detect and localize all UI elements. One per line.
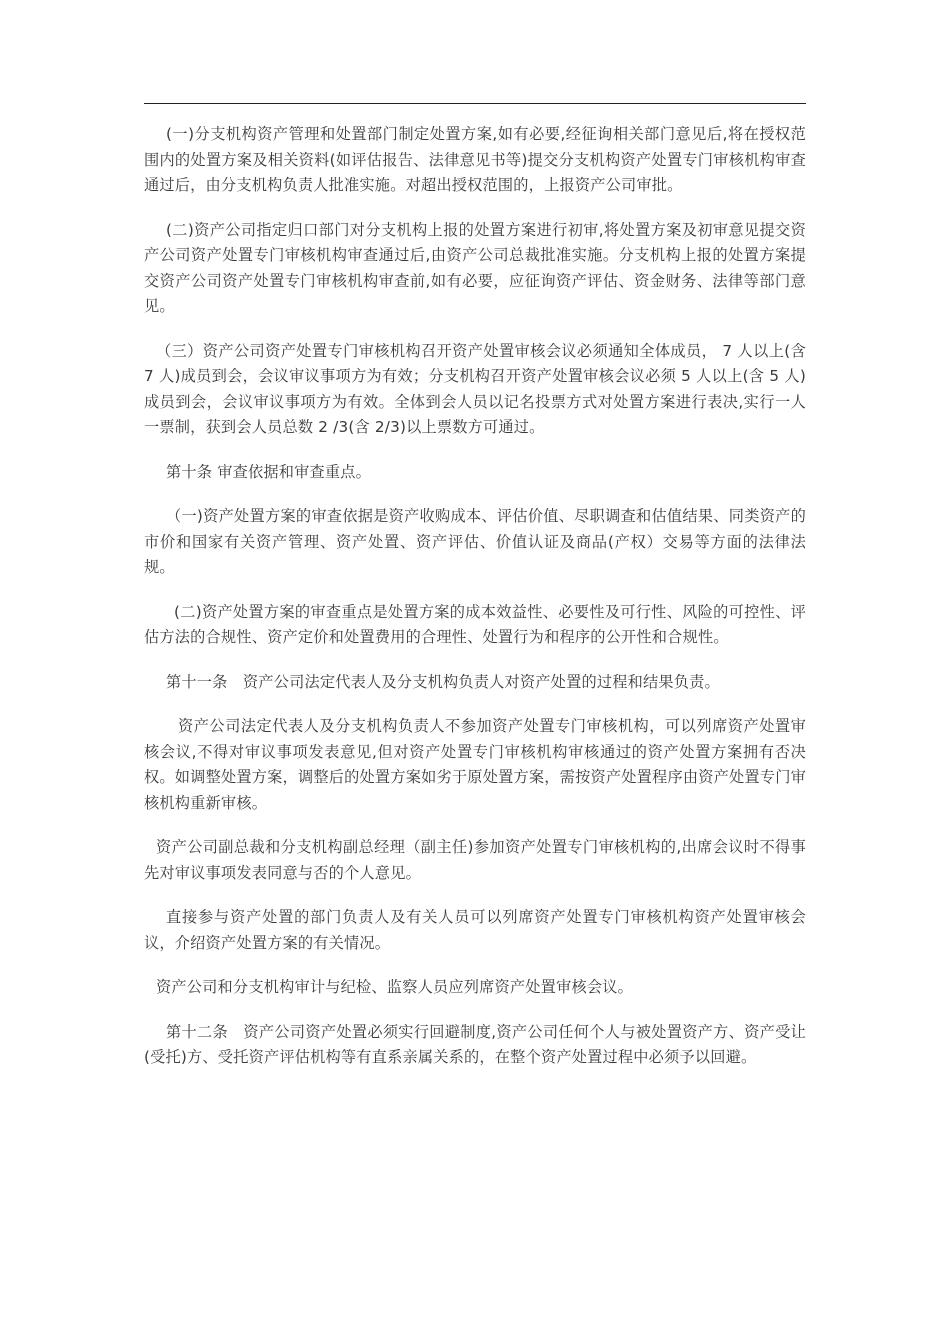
paragraph-3: （三）资产公司资产处置专门审核机构召开资产处置审核会议必须通知全体成员， 7 人以上(含 7 人)成员到会，会议审议事项方为有效；分支机构召开资产处置审核会议必须 5 人以上(含 5 人)成员到会，会议审议事项方为有效。全体到会人员以记名投票方式对处置方案进行表决,实行一人一票制，获到会人员总数 2 /3(含 2/3)以上票数方可通过。 <box>144 341 806 436</box>
paragraph-8: 资产公司法定代表人及分支机构负责人不参加资产处置专门审核机构，可以列席资产处置审核会议,不得对审议事项发表意见,但对资产处置专门审核机构审核通过的资产处置方案拥有否决权。如调整处置方案，调整后的处置方案如劣于原处置方案，需按资产处置程序由资产处置专门审核机构重新审核。 <box>144 717 806 812</box>
article-11-heading: 第十一条 资产公司法定代表人及分支机构负责人对资产处置的过程和结果负责。 <box>166 672 720 691</box>
article-10-heading: 第十条 审查依据和审查重点。 <box>166 462 372 481</box>
document-body <box>144 122 806 1090</box>
paragraph-6: (二)资产处置方案的审查重点是处置方案的成本效益性、必要性及可行性、风险的可控性、评估方法的合规性、资产定价和处置费用的合理性、处置行为和程序的公开性和合规性。 <box>144 602 806 646</box>
paragraph-11: 资产公司和分支机构审计与纪检、监察人员应列席资产处置审核会议。 <box>156 978 634 996</box>
paragraph-2: (二)资产公司指定归口部门对分支机构上报的处置方案进行初审,将处置方案及初审意见提交资产公司资产处置专门审核机构审查通过后,由资产公司总裁批准实施。分支机构上报的处置方案提交资产公司资产处置专门审核机构审查前,如有必要，应征询资产评估、资金财务、法律等部门意见。 <box>144 220 806 315</box>
header-rule <box>144 103 806 104</box>
paragraph-10: 直接参与资产处置的部门负责人及有关人员可以列席资产处置专门审核机构资产处置审核会议，介绍资产处置方案的有关情况。 <box>144 908 806 952</box>
paragraph-1: (一)分支机构资产管理和处置部门制定处置方案,如有必要,经征询相关部门意见后,将在授权范围内的处置方案及相关资料(如评估报告、法律意见书等)提交分支机构资产处置专门审核机构审查通过后，由分支机构负责人批准实施。对超出授权范围的，上报资产公司审批。 <box>144 125 806 194</box>
article-12-paragraph: 第十二条 资产公司资产处置必须实行回避制度,资产公司任何个人与被处置资产方、资产受让(受托)方、受托资产评估机构等有直系亲属关系的，在整个资产处置过程中必须予以回避。 <box>144 1022 806 1066</box>
paragraph-5: （一)资产处置方案的审查依据是资产收购成本、评估价值、尽职调查和估值结果、同类资产的市价和国家有关资产管理、资产处置、资产评估、价值认证及商品(产权）交易等方面的法律法规。 <box>144 507 806 576</box>
paragraph-9: 资产公司副总裁和分支机构副总经理（副主任)参加资产处置专门审核机构的,出席会议时不得事先对审议事项发表同意与否的个人意见。 <box>144 838 806 882</box>
